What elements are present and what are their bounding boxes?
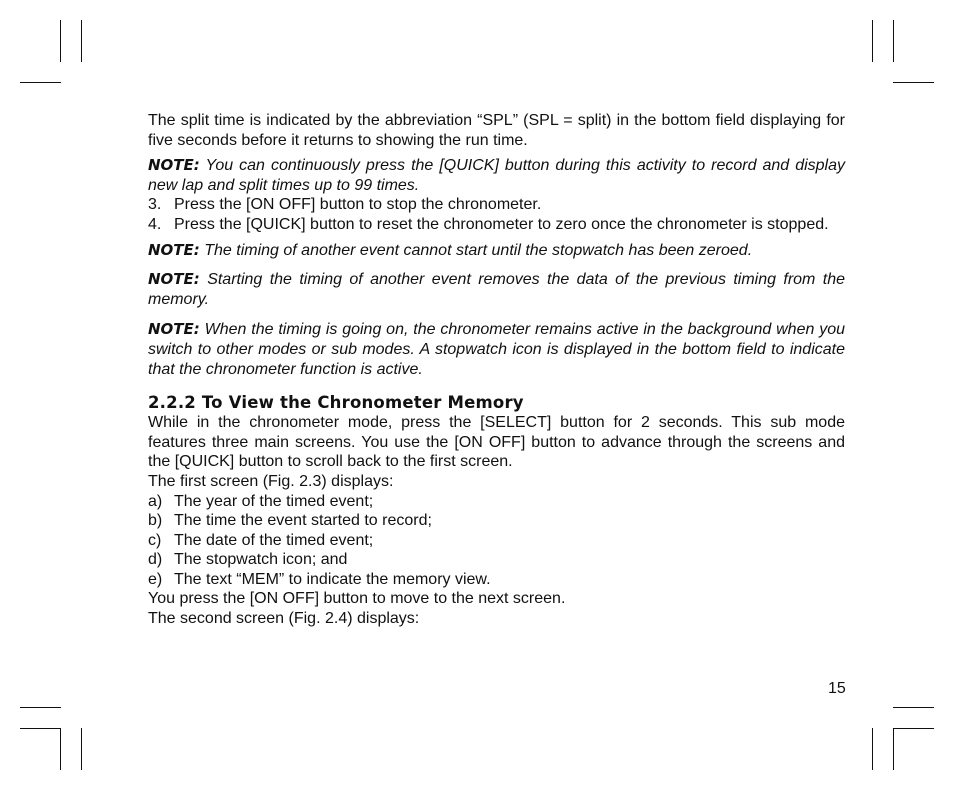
note-background: [148, 320, 845, 379]
list-text: The date of the timed event;: [174, 531, 374, 549]
list-item: [148, 492, 845, 512]
crop-mark: [20, 82, 61, 83]
note-zeroed: [148, 241, 845, 261]
paragraph-split-time: The split time is indicated by the abbreviation “SPL” (SPL = split) in the bottom field displaying for five seconds before it returns to showing the run time.: [148, 112, 845, 149]
crop-mark: [893, 82, 934, 83]
page-number: 15: [828, 680, 846, 697]
list-text: The text “MEM” to indicate the memory view.: [174, 570, 491, 588]
list-text: The stopwatch icon; and: [174, 551, 348, 569]
list-mark: b): [148, 512, 163, 530]
note-removes-data: [148, 270, 845, 309]
note-text: Starting the timing of another event removes the data of the previous timing from the memory.: [148, 271, 846, 308]
note-label: NOTE:: [148, 240, 200, 259]
crop-mark: [872, 728, 873, 770]
list-mark: e): [148, 570, 163, 588]
next-screen-text: You press the [ON OFF] button to move to the next screen.: [148, 590, 566, 608]
list-item: [148, 570, 845, 590]
list-item: [148, 511, 845, 531]
step-text: Press the [ON OFF] button to stop the chronometer.: [174, 196, 542, 214]
crop-mark: [60, 728, 61, 770]
step-number: 3.: [148, 196, 162, 214]
crop-mark: [81, 20, 82, 62]
note-label: NOTE:: [148, 270, 200, 289]
crop-mark: [81, 728, 82, 770]
page-body: [148, 111, 845, 629]
first-screen-text: The first screen (Fig. 2.3) displays:: [148, 472, 394, 490]
list-mark: a): [148, 492, 163, 510]
crop-mark: [893, 707, 934, 708]
note-label: NOTE:: [148, 156, 200, 175]
step-number: 4.: [148, 215, 162, 233]
note-text: When the timing is going on, the chronometer remains active in the background when you switch to other modes or sub modes. A stopwatch icon is displayed in the bottom field to indicate that the chronometer function is active.: [148, 321, 845, 378]
note-label: NOTE:: [148, 320, 200, 339]
second-screen-text: The second screen (Fig. 2.4) displays:: [148, 610, 420, 628]
crop-mark: [893, 728, 894, 770]
crop-mark: [893, 20, 894, 62]
list-text: The year of the timed event;: [174, 492, 374, 510]
list-mark: c): [148, 531, 162, 549]
section-intro: While in the chronometer mode, press the [SELECT] button for 2 seconds. This sub mode features three main screens. You use the [ON OFF] button to advance through the screens and the [QUICK] button to scroll back to the first screen.: [148, 414, 845, 471]
note-text: The timing of another event cannot start until the stopwatch has been zeroed.: [204, 241, 753, 259]
note-text: You can continuously press the [QUICK] button during this activity to record and display new lap and split times up to 99 times.: [148, 157, 846, 194]
crop-mark: [60, 20, 61, 62]
step-4: [148, 215, 845, 235]
list-item: [148, 531, 845, 551]
crop-mark: [872, 20, 873, 62]
step-text: Press the [QUICK] button to reset the chronometer to zero once the chronometer is stopped.: [174, 215, 829, 233]
crop-mark: [20, 707, 61, 708]
step-3: [148, 195, 845, 215]
list-mark: d): [148, 551, 163, 569]
crop-mark: [20, 728, 61, 729]
crop-mark: [893, 728, 934, 729]
section-heading: 2.2.2 To View the Chronometer Memory: [148, 393, 524, 413]
list-text: The time the event started to record;: [174, 512, 432, 530]
list-item: [148, 550, 845, 570]
note-quick-button: [148, 156, 845, 195]
